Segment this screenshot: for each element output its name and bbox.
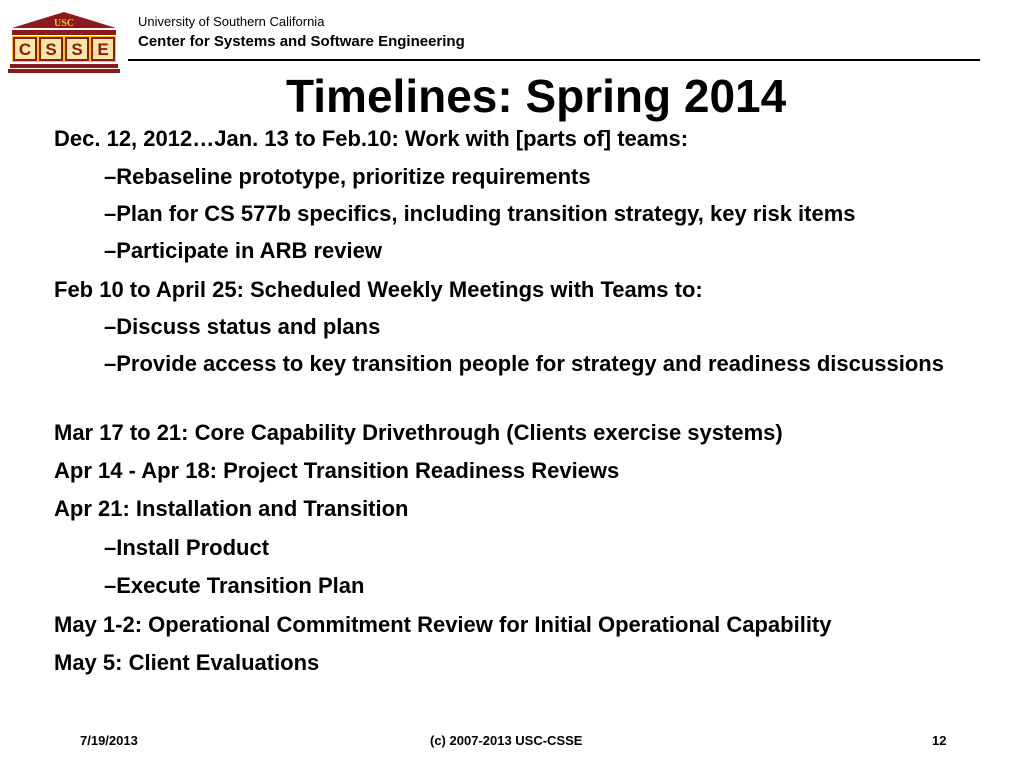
bullet-item: Apr 21: Installation and Transition: [54, 496, 409, 521]
usc-csse-logo: [8, 10, 120, 74]
bullet-item: May 1-2: Operational Commitment Review for Initial Operational Capability: [54, 612, 832, 637]
bullet-item: Dec. 12, 2012…Jan. 13 to Feb.10: Work with [parts of] teams:: [54, 126, 689, 151]
header-divider: [128, 59, 980, 61]
logo-letter-c: C: [18, 40, 32, 59]
university-name: University of Southern California: [138, 14, 325, 29]
bullet-item: Mar 17 to 21: Core Capability Drivethrough (Clients exercise systems): [54, 420, 783, 445]
sub-bullet-item: –Provide access to key transition people for strategy and readiness discussions: [104, 351, 944, 376]
footer-copyright: (c) 2007-2013 USC-CSSE: [430, 733, 583, 748]
slide-title: Timelines: Spring 2014: [286, 70, 787, 122]
sub-bullet-item: –Rebaseline prototype, prioritize requirements: [104, 164, 591, 189]
bullet-item: Apr 14 - Apr 18: Project Transition Readiness Reviews: [54, 458, 620, 483]
sub-bullet-item: –Install Product: [104, 535, 270, 560]
bullet-item: May 5: Client Evaluations: [54, 650, 320, 675]
sub-bullet-item: –Plan for CS 577b specifics, including transition strategy, key risk items: [104, 201, 856, 226]
logo-usc-text: USC: [53, 18, 75, 29]
logo-letter-e: E: [97, 40, 109, 59]
logo-letter-s1: S: [45, 40, 57, 59]
sub-bullet-item: –Participate in ARB review: [104, 238, 382, 263]
footer-page-number: 12: [932, 733, 947, 748]
sub-bullet-item: –Execute Transition Plan: [104, 573, 365, 598]
center-name: Center for Systems and Software Engineering: [138, 33, 465, 50]
sub-bullet-item: –Discuss status and plans: [104, 314, 381, 339]
logo-letter-s2: S: [71, 40, 83, 59]
bullet-item: Feb 10 to April 25: Scheduled Weekly Meetings with Teams to:: [54, 277, 703, 302]
footer-date: 7/19/2013: [80, 733, 138, 748]
